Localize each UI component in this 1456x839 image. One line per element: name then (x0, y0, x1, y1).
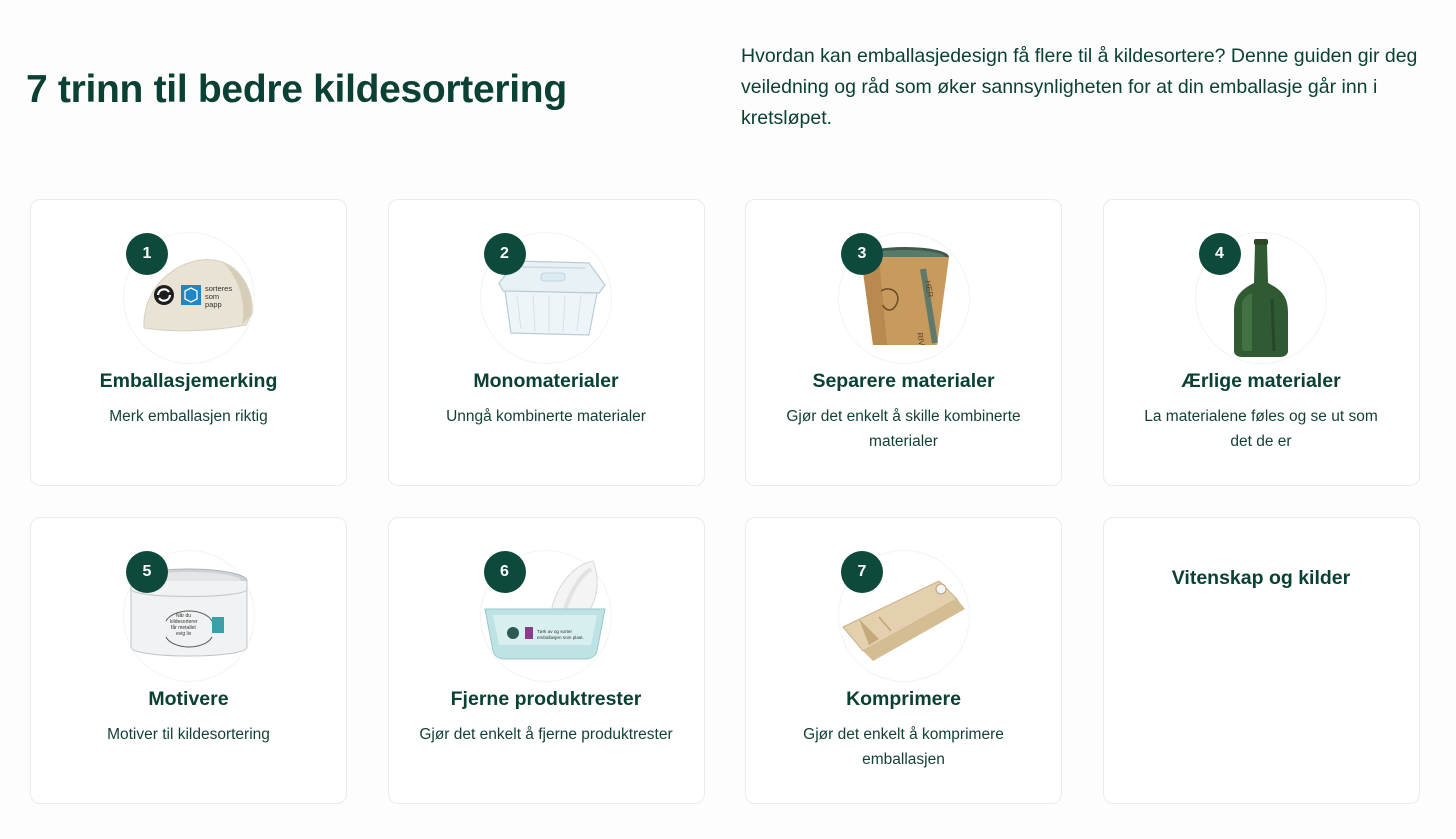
step-card-emballasjemerking[interactable] (30, 199, 347, 486)
page-title: 7 trinn til bedre kildesortering (26, 68, 567, 111)
step-number-badge: 1 (126, 233, 168, 275)
step-description: Gjør det enkelt å komprimere emballasjen (803, 726, 1004, 768)
label-text-1: sorteres (204, 284, 232, 293)
step-number-badge: 3 (841, 233, 883, 275)
can-text-1: Når du (175, 613, 191, 619)
step-description: Gjør det enkelt å skille kombinerte materialer (786, 408, 1021, 450)
step-card-komprimere[interactable] (745, 517, 1062, 804)
step-number-badge: 6 (484, 551, 526, 593)
intro-text: Hvordan kan emballasjedesign få flere til å kildesortere? Denne guiden gir deg veiledning og råd som øker sannsynligheten for at din emballasje går inn i kretsløpet. (741, 45, 1418, 129)
tear-label-her: HER (922, 279, 935, 298)
steps-grid (30, 199, 1420, 804)
step-card-fjerne-produktrester[interactable] (388, 517, 705, 804)
step-card-monomaterialer[interactable] (388, 199, 705, 486)
step-description: Unngå kombinerte materialer (446, 408, 646, 425)
step-title: Separere materialer (812, 370, 995, 392)
can-text-4: evig liv (175, 631, 191, 637)
tray-text-1: Tørk av og sorter (537, 629, 572, 634)
science-and-sources-card[interactable] (1103, 517, 1420, 804)
step-title: Emballasjemerking (99, 370, 278, 392)
step-description: Gjør det enkelt å fjerne produktrester (419, 726, 673, 743)
step-description: Motiver til kildesortering (107, 726, 270, 743)
label-text-3: papp (204, 300, 222, 309)
label-text-2: som (204, 292, 219, 301)
step-description: La materialene føles og se ut som det de er (1144, 408, 1378, 450)
step-description: Merk emballasjen riktig (109, 408, 268, 425)
step-title: Fjerne produktrester (450, 688, 642, 710)
step-number-badge: 5 (126, 551, 168, 593)
step-card-separere-materialer[interactable] (745, 199, 1062, 486)
can-text-3: får metallet (170, 625, 196, 631)
step-title: Ærlige materialer (1181, 370, 1341, 392)
step-title: Motivere (148, 688, 229, 710)
step-title: Komprimere (846, 688, 961, 710)
can-text-2: kildesorterer (169, 619, 198, 625)
step-card-motivere[interactable] (30, 517, 347, 804)
step-number-badge: 2 (484, 233, 526, 275)
tray-text-2: emballasjen som plast. (537, 635, 584, 640)
tear-label-riv: RIV (914, 331, 926, 347)
step-number-badge: 4 (1199, 233, 1241, 275)
step-number-badge: 7 (841, 551, 883, 593)
science-and-sources-title: Vitenskap og kilder (1171, 567, 1351, 589)
step-title: Monomaterialer (473, 370, 619, 392)
step-card-aerlige-materialer[interactable] (1103, 199, 1420, 486)
